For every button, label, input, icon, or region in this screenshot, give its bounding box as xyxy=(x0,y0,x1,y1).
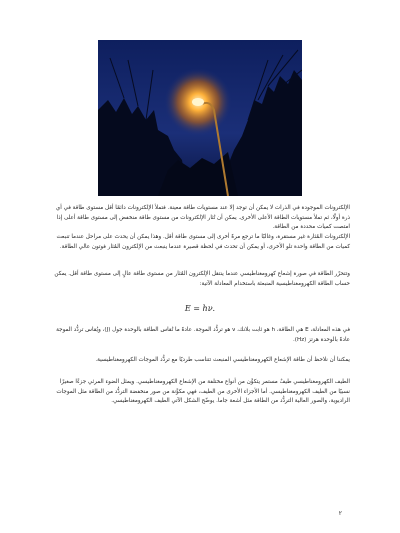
page-number: ٢ xyxy=(338,510,342,517)
paragraph-radiation-release: وتتحرّر الطاقة في صورة إشعاع كهرومغناطيسي عندما ينتقل الإلكترون المُثار من مستوى طاقة عالٍ إلى مستوى طاقة أقل. يمكن حساب الطاقة الكهرومغناطيسية المنبعثة باستخدام المعادلة الآتية: xyxy=(54,271,350,287)
paragraph-em-spectrum: الطيف الكهرومغناطيسي طيفٌ مستمر يتكوَّن من أنواع مختلفة من الإشعاع الكهرومغناطيسي. ويمثل الضوء المرئي جزءًا صغيرًا نسبيًا من الطيف الكهرومغناطيسي. أما الأجزاء الأخرى من الطيف، فهي مكوَّنة من صور منخفضة التردُّد من الطاقة مثل الموجات الراديوية، والصور العالية التردُّد من الطاقة مثل أشعة جاما. يوضّح الشكل الآتي الطيف الكهرومغناطيسي. xyxy=(56,379,350,405)
equation-energy: E = hν. xyxy=(184,304,216,313)
paragraph-equation-terms: في هذه المعادلة، E هي الطاقة، h هو ثابت بلانك، ν هو تردُّد الموجة. عادةً ما تُقاس الطاقة بالوحدة جول (J)، ويُقاس تردُّد الموجة عادةً بالوحدة هرتز (Hz). xyxy=(56,327,350,343)
street-lamp-night-photo xyxy=(98,40,302,196)
paragraph-proportionality: يمكننا أن نلاحظ أن طاقة الإشعاع الكهرومغناطيسي المنبعث تتناسب طرديًا مع تردُّد الموجات الكهرومغناطيسية. xyxy=(95,357,350,363)
street-lamp-photo xyxy=(98,40,302,196)
paragraph-energy-levels: الإلكترونات الموجودة في الذرات لا يمكن أن توجد إلا عند مستويات طاقة معينة. فتملأ الإلكترونات دائمًا أقل مستوى طاقة في أي ذرة أولًا، ثم تملأ مستويات الطاقة الأعلى الأخرى. يمكن أن تُثار الإلكترونات من مستوى طاقة منخفض إلى مستوى طاقة أعلى إذا امتصت كميات محددة من الطاقة. xyxy=(55,205,350,231)
paragraph-excited-electrons: الإلكترونات المُثارة غير مستقرة، وغالبًا ما ترجع مرةً أخرى إلى مستوى طاقة أقل. وهذا يمكن أن يحدث على مراحل عندما تنبعث كميات من الطاقة واحدة تلو الأخرى، أو يمكن أن تحدث في لحظة قصيرة عندما ينبعث من الإلكترون المُثار فوتون عالي الطاقة. xyxy=(56,234,350,250)
